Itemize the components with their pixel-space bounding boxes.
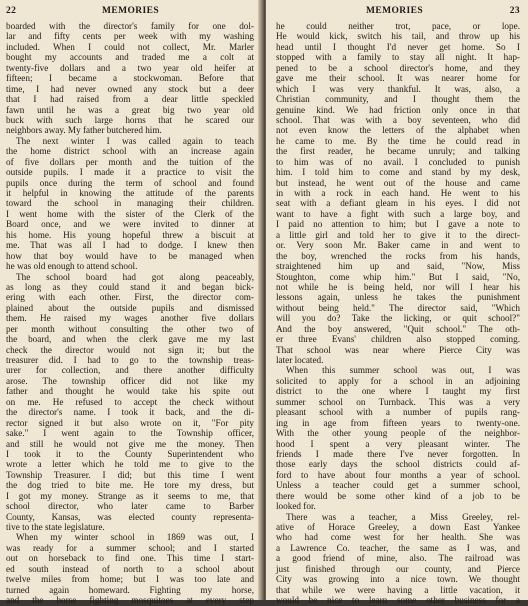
text-line: would be nice to learn some other business for a bbox=[276, 595, 520, 606]
text-line: gave me their school. It was nearer home for bbox=[276, 73, 520, 84]
text-line: looked for. bbox=[276, 501, 316, 512]
text-line: head until I thought I'd never get home. So I bbox=[276, 41, 520, 52]
text-line: summer school on Turnback. This was a very bbox=[276, 396, 520, 407]
text-line: of five dollars per month and the tuition of the bbox=[6, 156, 254, 167]
text-line: his home. His young hopeful threw a biscuit at bbox=[6, 229, 254, 240]
text-line: that while we were having a little vacation, it bbox=[276, 584, 520, 595]
left-page-header bbox=[6, 6, 254, 18]
text-line: a good friend of mine, also. The railroad was bbox=[276, 553, 520, 564]
text-line: There was a teacher, a Miss Greeley, rel- bbox=[286, 511, 520, 522]
text-line: toward the school in managing their children. bbox=[6, 198, 254, 209]
text-line: to him was of no avail. I concluded to punish bbox=[276, 156, 520, 167]
text-line: I took it to the County Superintendent who bbox=[6, 448, 254, 459]
right-page-body bbox=[276, 21, 520, 606]
text-line: City was growing into a nice town. We thought bbox=[276, 574, 520, 585]
text-line: I paid no attention to him; but I gave a note to bbox=[276, 219, 520, 230]
text-line: the dog tried to bite me. He tore my dress, but bbox=[6, 480, 254, 491]
text-line: Christian community, and I thought them the bbox=[276, 94, 520, 105]
text-line: urer for collection, and there another difficulty bbox=[6, 365, 254, 376]
text-line: it helpful in knowing the attitude of the parents bbox=[6, 188, 254, 198]
text-line: me. That was all I had to dodge. I knew then bbox=[6, 240, 254, 251]
text-line: school director, who later came to Barber bbox=[6, 501, 254, 512]
text-line: friends I made there I've never forgotten. In bbox=[276, 448, 520, 459]
text-line: time, I had never owned any stock but a deer bbox=[6, 83, 254, 94]
text-line: out on horseback to find one. This time I start- bbox=[6, 553, 254, 564]
running-head: MEMORIES bbox=[366, 6, 424, 16]
text-line: Township Treasurer. I did; but this time I went bbox=[6, 469, 254, 480]
text-line: in with a rock in each hand. He went to his bbox=[276, 188, 520, 198]
right-page-header bbox=[276, 6, 520, 18]
text-line: the board, and when the clerk gave me my last bbox=[6, 334, 254, 345]
text-line: he was old enough to attend school. bbox=[6, 261, 138, 272]
text-line: straightened him up and said, "Now, Miss bbox=[276, 261, 520, 272]
text-line: County, Kansas, was elected county representa- bbox=[6, 511, 254, 522]
text-line: a Lawrence Co. teacher, the same as I was, and bbox=[276, 542, 520, 553]
text-line: a little girl and told her to give it to the direct- bbox=[276, 229, 520, 240]
text-line: solicited to apply for a school in an adjoining bbox=[276, 375, 520, 386]
running-head: MEMORIES bbox=[102, 6, 160, 16]
text-line: I went home with the sister of the Clerk of the bbox=[6, 208, 254, 219]
text-line: Board once, and we were invited to dinner at bbox=[6, 219, 254, 230]
text-line: those early days the school districts could af- bbox=[276, 459, 520, 470]
text-line: genuine kind. We had friction only once in that bbox=[276, 104, 520, 115]
text-line: boarded with the director's family for one dol- bbox=[6, 21, 254, 31]
text-line: That school was near where Pierce City was bbox=[276, 344, 520, 355]
text-line: was ready for a summer school; and I started bbox=[6, 542, 254, 553]
text-line: Stoughton, come whip him." But I said, "No, bbox=[276, 271, 520, 282]
text-line: buck with such large horns that he scared our bbox=[6, 114, 254, 125]
text-line: not while he is being held, nor will I hear his bbox=[276, 281, 520, 292]
text-line: included. When I could not collect, Mr. Marler bbox=[6, 41, 254, 52]
right-page bbox=[266, 0, 528, 606]
text-line: With the other young people of the neighbor- bbox=[276, 428, 520, 439]
text-line: ative of Horace Greeley, a down East Yankee bbox=[276, 522, 520, 532]
text-line: wrote a letter which he told me to give to the bbox=[6, 459, 254, 470]
text-line: them. He raised my wages another five dollars bbox=[6, 313, 254, 324]
text-line: or. Very soon Mr. Baker came in and went to bbox=[276, 240, 520, 251]
text-line: will you do? Take the licking, or quit school?" bbox=[276, 313, 520, 324]
text-line: want to have a fight with such a large boy, and bbox=[276, 208, 520, 219]
text-line: neighbors away. My father butchered him. bbox=[6, 125, 162, 136]
text-line: which I was very thankful. It was, also, a bbox=[276, 83, 520, 94]
text-line: the boy, wrenched the rocks from his hands, bbox=[276, 250, 520, 261]
text-line: tive to the state legislature. bbox=[6, 522, 105, 532]
text-line: the director's name. I took it back, and the di- bbox=[6, 407, 254, 418]
page-number: 22 bbox=[6, 6, 17, 16]
text-line: treasurer did. I had to go to the township treas- bbox=[6, 355, 254, 365]
text-line: pened to be a school director's home, and they bbox=[276, 62, 520, 73]
text-line: twenty-five dollars and a two year old heifer at bbox=[6, 62, 254, 73]
page-number: 23 bbox=[509, 6, 520, 16]
text-line: district to the one where I taught my first bbox=[276, 386, 520, 397]
text-line: hood I spent a very pleasant winter. The bbox=[276, 438, 520, 449]
text-line: that I had raised from a dear little speckled bbox=[6, 94, 254, 105]
text-line: turned again homeward. Fighting my horse, bbox=[6, 584, 254, 595]
text-line: later located. bbox=[276, 355, 324, 365]
text-line: him. I told him to come and stand by my desk, bbox=[276, 167, 520, 178]
text-line: there would be some other kind of a job to be bbox=[276, 490, 520, 501]
text-line: but instead, he went out of the house and came bbox=[276, 177, 520, 188]
text-line: The next winter I was called again to teach bbox=[16, 135, 254, 146]
text-line: father and thought he would take his spite out bbox=[6, 386, 254, 397]
text-line: arose. The township officer did not like my bbox=[6, 375, 254, 386]
text-line: on me. He refused to accept the check without bbox=[6, 396, 254, 407]
text-line: fifteen; I became a stockwoman. Before that bbox=[6, 73, 254, 84]
text-line: check the director would not sign it; but the bbox=[6, 344, 254, 355]
text-line: And the boy answered, "Quit school." The oth- bbox=[276, 323, 520, 334]
text-line: pupils once during the term of school and found bbox=[6, 177, 254, 188]
text-line: ing in age from fifteen years to twenty-one. bbox=[276, 417, 520, 428]
text-line: sake." I went again to the Township officer, bbox=[6, 428, 254, 439]
text-line: he could neither trot, pace, or lope. bbox=[276, 21, 520, 31]
text-line: just finished through our county, and Pierce bbox=[276, 563, 520, 574]
left-page-body bbox=[6, 21, 254, 606]
text-line: how that boy would have to be managed when bbox=[6, 250, 254, 261]
text-line: lessons again, unless he takes the punishment bbox=[276, 292, 520, 303]
text-line: I got my money. Strange as it seems to me, that bbox=[6, 490, 254, 501]
text-line: plained about the outside pupils and dismissed bbox=[6, 302, 254, 313]
text-line: the home district school with an increase again bbox=[6, 146, 254, 157]
text-line: outside pupils. I made it a practice to visit the bbox=[6, 167, 254, 178]
text-line: he came to me. By the time he could read in bbox=[276, 135, 520, 146]
text-line: and still he would not give me the money. Then bbox=[6, 438, 254, 449]
text-line: fawn until he was a great big two year old bbox=[6, 104, 254, 115]
text-line: not even know the letters of the alphabet when bbox=[276, 125, 520, 136]
text-line: ford to have about four months a year of school. bbox=[276, 469, 520, 480]
text-line: ering with each other. First, the director com- bbox=[6, 292, 254, 303]
text-line: stopped with a family to stay all night. It hap- bbox=[276, 52, 520, 63]
text-line: Unless a teacher could get a summer school, bbox=[276, 480, 520, 491]
text-line: the first reader, he became unruly; and talking bbox=[276, 146, 520, 157]
text-line: When my winter school in 1869 was out, I bbox=[16, 532, 254, 543]
text-line: rector signed it but also wrote on it, "For pity bbox=[6, 417, 254, 428]
text-line: school. That was with a boy seventeen, who did bbox=[276, 114, 520, 125]
text-line: twelve miles from home; but I was too late and bbox=[6, 574, 254, 585]
text-line: seat with a defiant gleam in his eyes. I did not bbox=[276, 198, 520, 209]
text-line: He would kick, switch his tail, and throw up his bbox=[276, 31, 520, 42]
text-line: without being held." The director said, "Which bbox=[276, 302, 520, 313]
text-line: and the horse fighting mosquitoes at every step bbox=[6, 595, 254, 606]
text-line: per month without consulting the other two of bbox=[6, 323, 254, 334]
text-line: pleasant school with a number of pupils rang- bbox=[276, 407, 520, 418]
text-line: ed south instead of north to a school about bbox=[6, 563, 254, 574]
text-line: who had come west for her health. She was bbox=[276, 532, 520, 543]
text-line: The school board had got along peaceably, bbox=[16, 271, 254, 282]
text-line: bought my accounts and traded me a colt at bbox=[6, 52, 254, 63]
left-page bbox=[0, 0, 262, 606]
text-line: lar and fifty cents per week with my washing bbox=[6, 31, 254, 42]
text-line: as long as they could stand it and began bick- bbox=[6, 281, 254, 292]
text-line: er three Evans' children also stopped coming. bbox=[276, 334, 520, 345]
text-line: When this summer school was out, I was bbox=[286, 365, 520, 376]
